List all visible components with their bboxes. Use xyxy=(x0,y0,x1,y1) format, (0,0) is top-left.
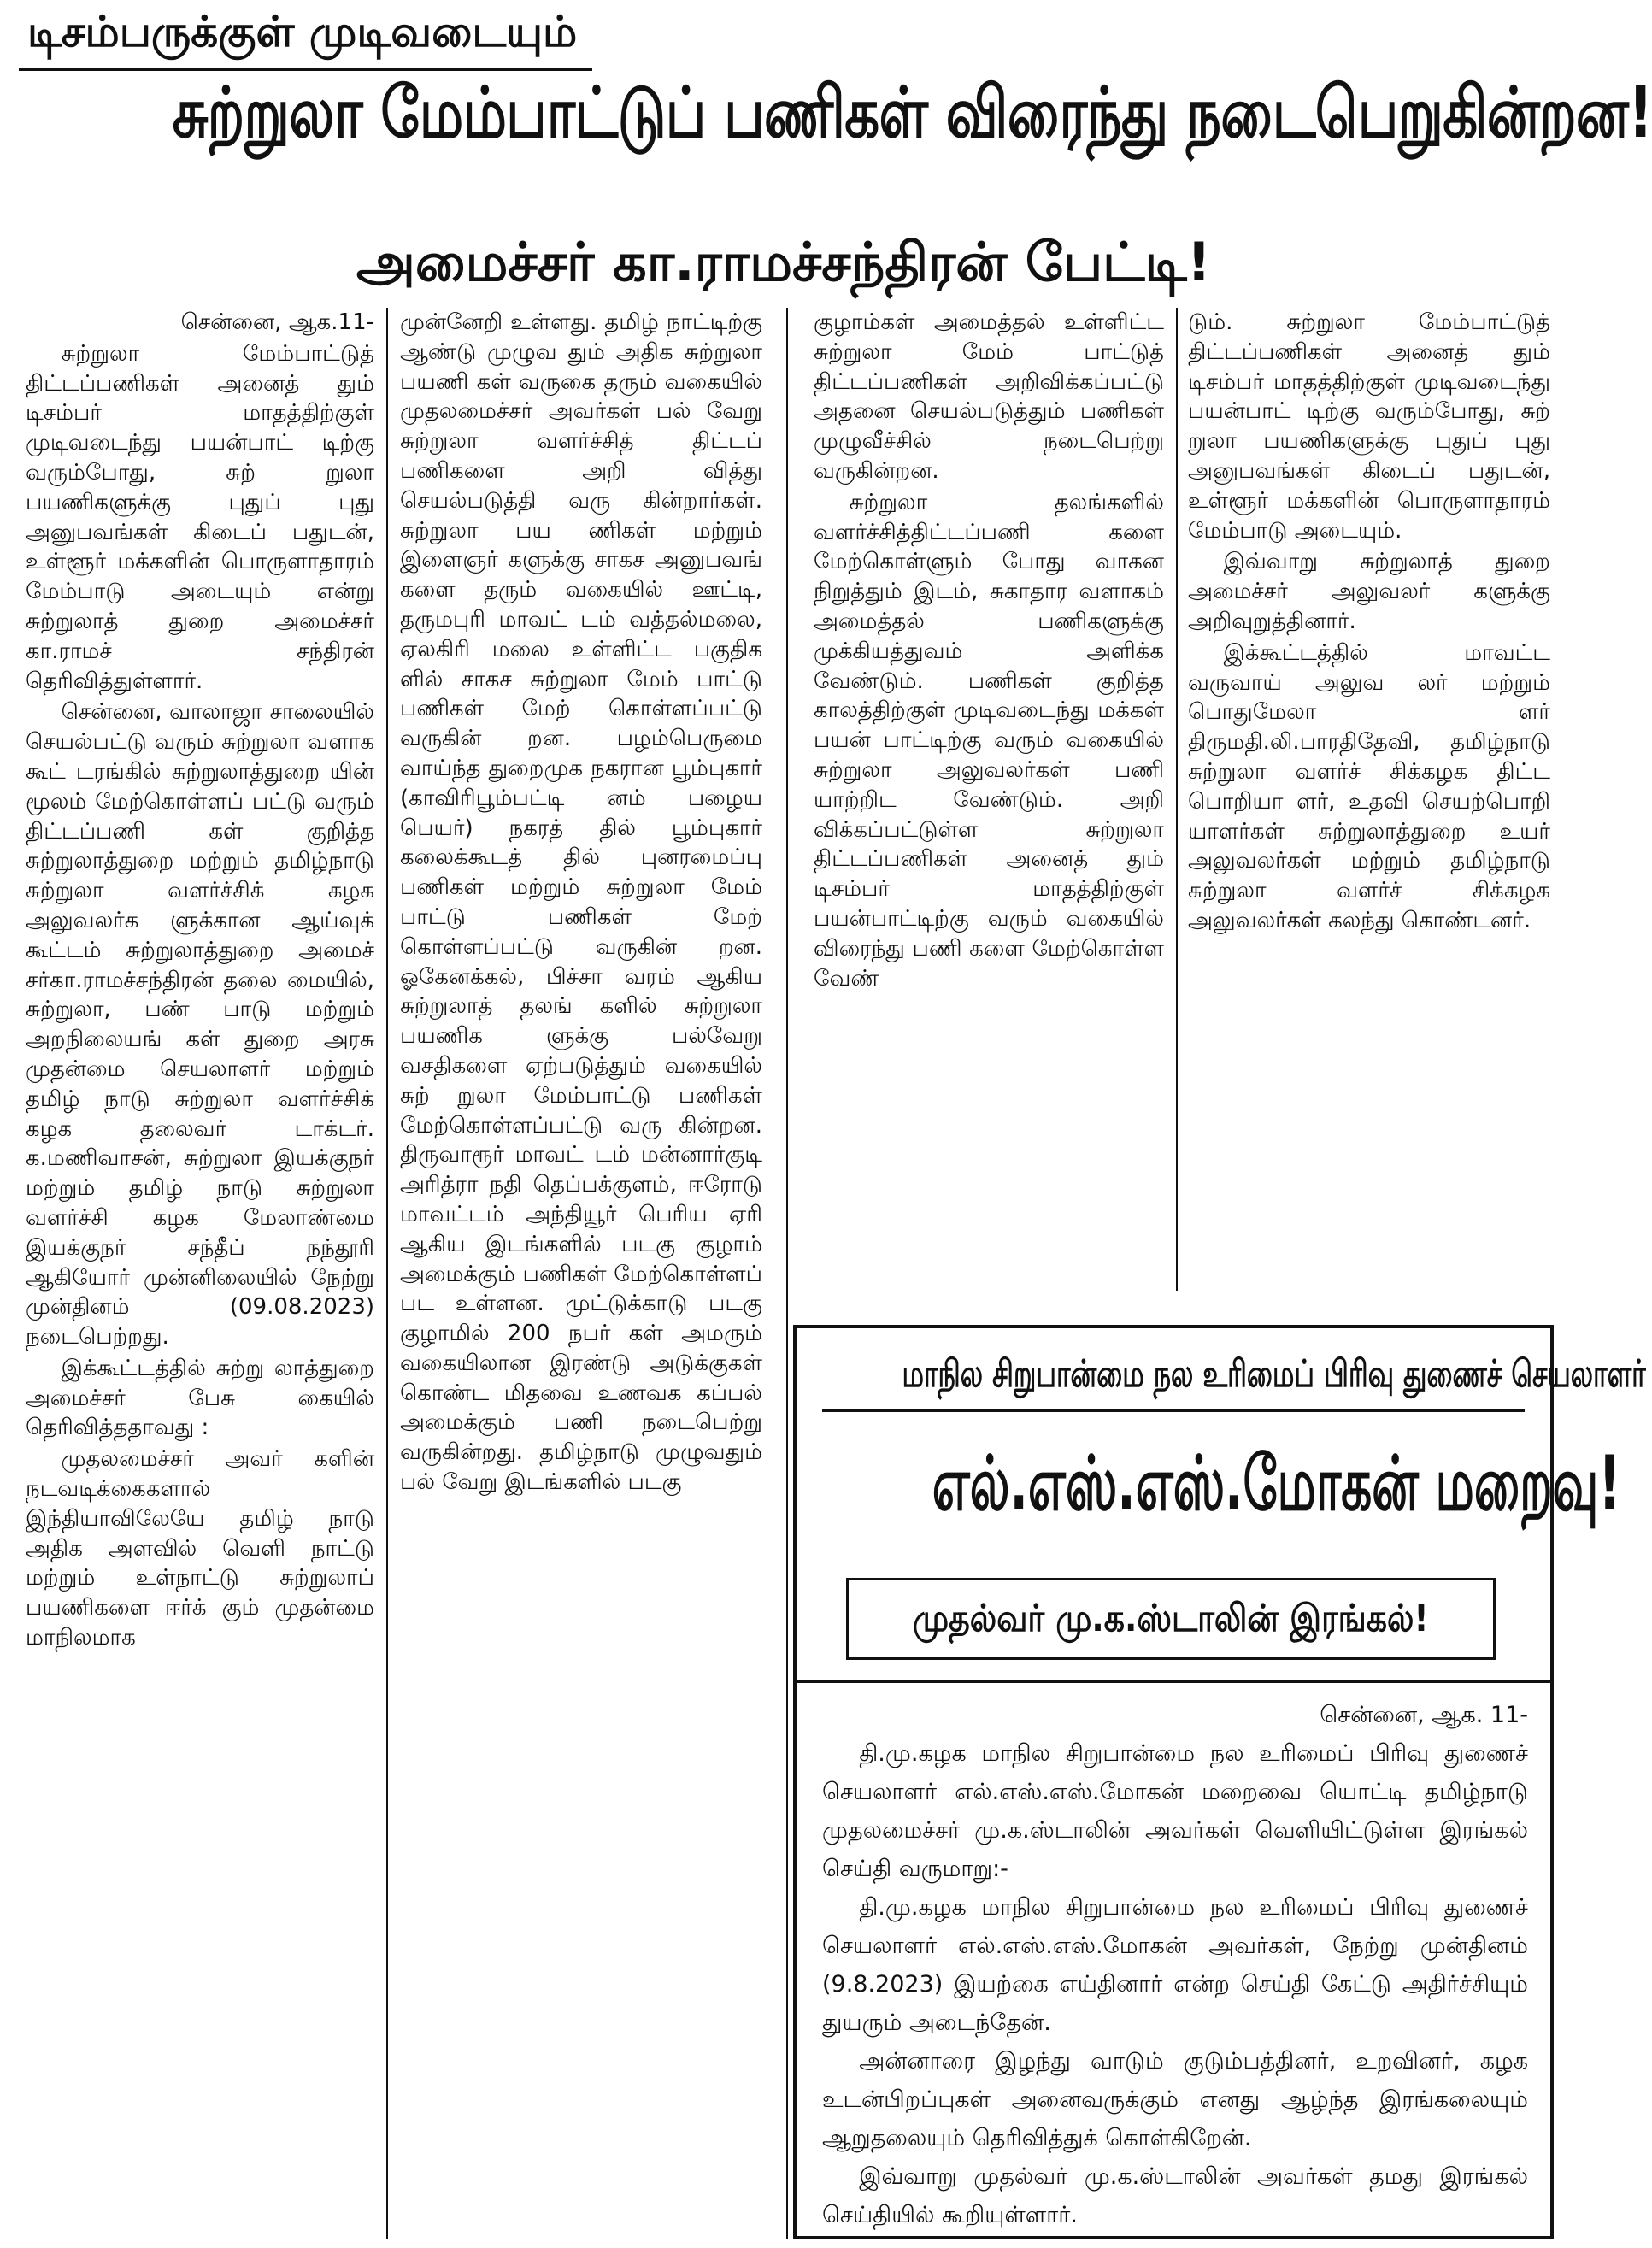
paragraph: இக்கூட்டத்தில் சுற்று லாத்துறை அமைச்சர் பேசு கையில் தெரிவித்ததாவது : xyxy=(26,1355,374,1441)
paragraph: முதலமைச்சர் அவர் களின் நடவடிக்கைகளால் இந்தியாவிலேயே தமிழ் நாடு அதிக அளவில் வெளி நாட்டு மற்றும் உள்நாட்டு சுற்றுலாப் பயணிகளை ஈர்க் கும் முதன்மை மாநிலமாக xyxy=(26,1446,374,1651)
dateline: சென்னை, ஆக.11- xyxy=(180,309,374,335)
paragraph: முன்னேறி உள்ளது. தமிழ் நாட்டிற்கு ஆண்டு முழுவ தும் அதிக சுற்றுலா பயணி கள் வருகை தரும் வகையில் முதலமைச்சர் அவர்கள் பல் வேறு சுற்றுலா வளர்ச்சித் திட்டப் பணிகளை அறி வித்து செயல்படுத்தி வரு கின்றார்கள். சுற்றுலா பய ணிகள் மற்றும் இளைஞர் களுக்கு சாகச அனுபவங் களை தரும் வகையில் ஊட்டி, தருமபுரி மாவட் டம் வத்தல்மலை, ஏலகிரி மலை உள்ளிட்ட பகுதிக ளில் சாகச சுற்றுலா மேம் பாட்டு பணிகள் மேற் கொள்ளப்பட்டு வருகின் றன. பழம்பெருமை வாய்ந்த துறைமுக நகரான பூம்புகார் (காவிரிபூம்பட்டி னம் பழைய பெயர்) நகரத் தில் பூம்புகார் கலைக்கூடத் தில் புனரமைப்பு பணிகள் மற்றும் சுற்றுலா மேம் பாட்டு பணிகள் மேற் கொள்ளப்பட்டு வருகின் றன. ஓகேனக்கல், பிச்சா வரம் ஆகிய சுற்றுலாத் தலங் களில் சுற்றுலா பயணிக ளுக்கு பல்வேறு வசதிகளை ஏற்படுத்தும் வகையில் சுற் றுலா மேம்பாட்டு பணிகள் மேற்கொள்ளப்பட்டு வரு கின்றன. திருவாரூர் மாவட் டம் மன்னார்குடி அரித்ரா நதி தெப்பக்குளம், ஈரோடு மாவட்டம் அந்தியூர் பெரிய ஏரி ஆகிய இடங்களில் படகு குழாம் அமைக்கும் பணிகள் மேற்கொள்ளப் பட உள்ளன. முட்டுக்காடு படகு குழாமில் 200 நபர் கள் அமரும் வகையிலான இரண்டு அடுக்குகள் கொண்ட மிதவை உணவக கப்பல் அமைக்கும் பணி நடைபெற்று வருகின்றது. தமிழ்நாடு முழுவதும் பல் வேறு இடங்களில் படகு xyxy=(400,309,762,1496)
paragraph: இவ்வாறு சுற்றுலாத் துறை அமைச்சர் அலுவலர் களுக்கு அறிவுறுத்தினார். xyxy=(1188,549,1550,634)
paragraph: தி.மு.கழக மாநில சிறுபான்மை நல உரிமைப் பிரிவு துணைச் செயலாளர் எல்.எஸ்.எஸ்.மோகன் அவர்கள், நேற்று முன்தினம் (9.8.2023) இயற்கை எய்தினார் என்ற செய்தி கேட்டு அதிர்ச்சியும் துயரும் அடைந்தேன். xyxy=(822,1894,1528,2036)
paragraph: சுற்றுலா தலங்களில் வளர்ச்சித்திட்டப்பணி களை மேற்கொள்ளும் போது வாகன நிறுத்தும் இடம், சுகாதார வளாகம் அமைத்தல் பணிகளுக்கு முக்கியத்துவம் அளிக்க வேண்டும். பணிகள் குறித்த காலத்திற்குள் முடிவடைந்து மக்கள் பயன் பாட்டிற்கு வரும் வகையில் சுற்றுலா அலுவலர்கள் பணி யாற்றிட வேண்டும். அறி விக்கப்பட்டுள்ள சுற்றுலா திட்டப்பணிகள் அனைத் தும் டிசம்பர் மாதத்திற்குள் பயன்பாட்டிற்கு வரும் வகையில் விரைந்து பணி களை மேற்கொள்ள வேண் xyxy=(814,489,1164,992)
divider xyxy=(797,1680,1550,1683)
column-divider xyxy=(1176,308,1178,1291)
obituary-subtitle-box xyxy=(846,1578,1496,1660)
article-column-4 xyxy=(1188,308,1550,1291)
obituary-subtitle: முதல்வர் மு.க.ஸ்டாலின் இரங்கல்! xyxy=(913,1597,1429,1640)
paragraph: சென்னை, வாலாஜா சாலையில் செயல்பட்டு வரும் சுற்றுலா வளாக கூட் டரங்கில் சுற்றுலாத்துறை யின் மூலம் மேற்கொள்ளப் பட்டு வரும் திட்டப்பணி கள் குறித்த சுற்றுலாத்துறை மற்றும் தமிழ்நாடு சுற்றுலா வளர்ச்சிக் கழக அலுவலர்க ளுக்கான ஆய்வுக் கூட்டம் சுற்றுலாத்துறை அமைச் சர்கா.ராமச்சந்திரன் தலை மையில், சுற்றுலா, பண் பாடு மற்றும் அறநிலையங் கள் துறை அரசு முதன்மை செயலாளர் மற்றும் தமிழ் நாடு சுற்றுலா வளர்ச்சிக் கழக தலைவர் டாக்டர். க.மணிவாசன், சுற்றுலா இயக்குநர் மற்றும் தமிழ் நாடு சுற்றுலா வளர்ச்சி கழக மேலாண்மை இயக்குநர் சந்தீப் நந்தூரி ஆகியோர் முன்னிலையில் நேற்று முன்தினம் (09.08.2023) நடைபெற்றது. xyxy=(26,699,374,1351)
subheadline: அமைச்சர் கா.ராமச்சந்திரன் பேட்டி! xyxy=(356,231,1212,293)
paragraph: அன்னாரை இழந்து வாடும் குடும்பத்தினர், உறவினர், கழக உடன்பிறப்புகள் அனைவருக்கும் எனது ஆழ்ந்த இரங்கலையும் ஆறுதலையும் தெரிவித்துக் கொள்கிறேன். xyxy=(822,2048,1528,2151)
obituary-kicker: மாநில சிறுபான்மை நல உரிமைப் பிரிவு துணைச் செயலாளர் xyxy=(902,1352,1646,1396)
kicker-headline: டிசம்பருக்குள் முடிவடையும் xyxy=(19,7,592,71)
column-divider xyxy=(386,308,388,2239)
paragraph: சுற்றுலா மேம்பாட்டுத் திட்டப்பணிகள் அனைத் தும் டிசம்பர் மாதத்திற்குள் முடிவடைந்து பயன்பாட் டிற்கு வரும்போது, சுற் றுலா பயணிகளுக்கு புதுப் புது அனுபவங்கள் கிடைப் பதுடன், உள்ளூர் மக்களின் பொருளாதாரம் மேம்பாடு அடையும் என்று சுற்றுலாத் துறை அமைச்சர் கா.ராமச் சந்திரன் தெரிவித்துள்ளார். xyxy=(26,340,374,694)
obituary-box xyxy=(793,1325,1646,2239)
article-column-3 xyxy=(814,308,1164,1291)
paragraph: குழாம்கள் அமைத்தல் உள்ளிட்ட சுற்றுலா மேம் பாட்டுத் திட்டப்பணிகள் அறிவிக்கப்பட்டு அதனை செயல்படுத்தும் பணிகள் முழுவீச்சில் நடைபெற்று வருகின்றன. xyxy=(814,309,1164,484)
obituary-title: எல்.எஸ்.எஸ்.மோகன் மறைவு! xyxy=(932,1439,1621,1527)
paragraph: இக்கூட்டத்தில் மாவட்ட வருவாய் அலுவ லர் மற்றும் பொதுமேலா ளர் திருமதி.லி.பாரதிதேவி, தமிழ்நாடு சுற்றுலா வளர்ச் சிக்கழக திட்ட பொறியா ளர், உதவி செயற்பொறி யாளர்கள் சுற்றுலாத்துறை உயர் அலுவலர்கள் மற்றும் தமிழ்நாடு சுற்றுலா வளர்ச் சிக்கழக அலுவலர்கள் கலந்து கொண்டனர். xyxy=(1188,639,1550,933)
paragraph: தி.மு.கழக மாநில சிறுபான்மை நல உரிமைப் பிரிவு துணைச் செயலாளர் எல்.எஸ்.எஸ்.மோகன் மறைவை யொட்டி தமிழ்நாடு முதலமைச்சர் மு.க.ஸ்டாலின் அவர்கள் வெளியிட்டுள்ள இரங்கல் செய்தி வருமாறு:- xyxy=(822,1740,1528,1882)
article-column-1 xyxy=(26,308,374,2239)
obituary-dateline: சென்னை, ஆக. 11- xyxy=(1320,1702,1528,1728)
divider xyxy=(822,1409,1525,1412)
obituary-body xyxy=(822,1696,1528,2228)
main-headline: சுற்றுலா மேம்பாட்டுப் பணிகள் விரைந்து நடைபெறுகின்றன! xyxy=(172,73,1652,154)
paragraph: டும். சுற்றுலா மேம்பாட்டுத் திட்டப்பணிகள் அனைத் தும் டிசம்பர் மாதத்திற்குள் முடிவடைந்து பயன்பாட் டிற்கு வரும்போது, சுற் றுலா பயணிகளுக்கு புதுப் புது அனுபவங்கள் கிடைப் பதுடன், உள்ளூர் மக்களின் பொருளாதாரம் மேம்பாடு அடையும். xyxy=(1188,309,1550,544)
column-divider xyxy=(786,308,788,2239)
paragraph: இவ்வாறு முதல்வர் மு.க.ஸ்டாலின் அவர்கள் தமது இரங்கல் செய்தியில் கூறியுள்ளார். xyxy=(822,2163,1528,2228)
article-column-2 xyxy=(400,308,762,2239)
